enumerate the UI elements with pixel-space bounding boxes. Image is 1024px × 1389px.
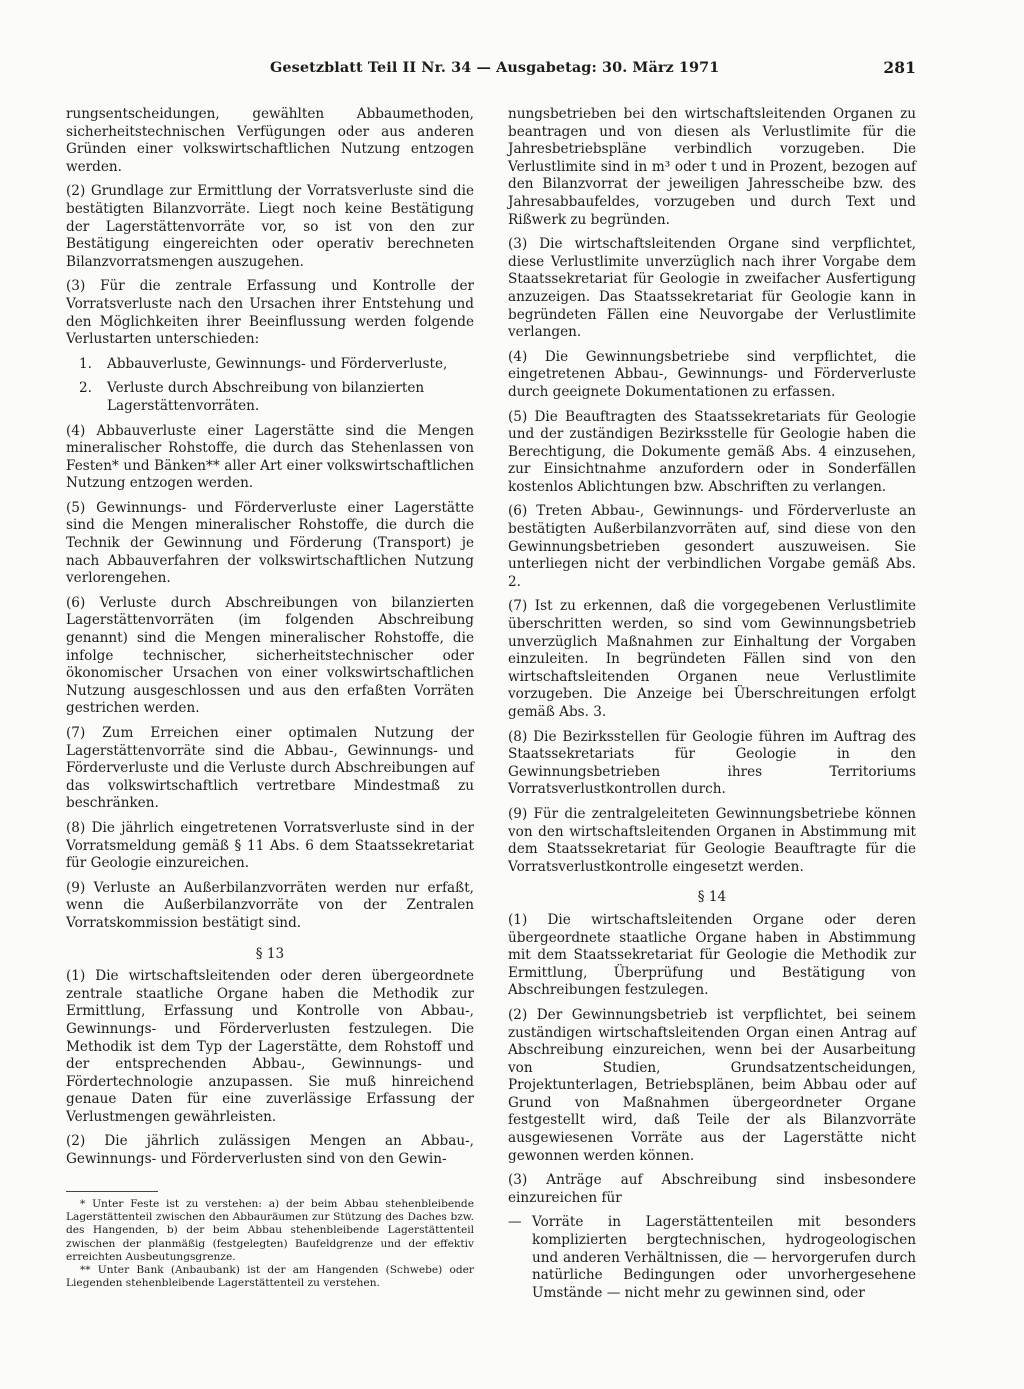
- paragraph: (1) Die wirtschaftsleitenden oder deren übergeordnete zentrale staatliche Organe haben die Methodik zur Ermittlung, Erfassung und Kontrolle von Abbau-, Gewinnungs- und Förderverlusten festzulegen. Die Methodik ist dem Typ der Lagerstätte, dem Rohstoff und der entsprechenden Abbau-, Gewinnungs- und Fördertechnologie anzupassen. Sie muß hinreichend genaue Daten für eine zuverlässige Erfassung der Verlustmengen gewährleisten.: [66, 968, 474, 1125]
- right-column: [508, 106, 916, 1302]
- paragraph: (2) Der Gewinnungsbetrieb ist verpflichtet, bei seinem zuständigen wirtschaftsleitenden Organ einen Antrag auf Abschreibung einzureichen, wenn bei der Ausarbeitung von Studien, Grundsatzentscheidungen, Projektunterlagen, Betriebsplänen, beim Abbau oder auf Grund von Maßnahmen übergeordneter Organe festgestellt wird, daß Teile der als Bilanzvorräte ausgewiesenen Vorräte aus der Lagerstätte nicht gewonnen werden können.: [508, 1006, 916, 1164]
- dash-list-item: [508, 1214, 916, 1302]
- paragraph: (7) Zum Erreichen einer optimalen Nutzung der Lagerstättenvorräte sind die Abbau-, Gewinnungs- und Förderverluste und die Verluste durch Abschreibungen auf das volkswirtschaftlich vertretbare Mindestmaß zu beschränken.: [66, 725, 474, 812]
- paragraph: (4) Die Gewinnungsbetriebe sind verpflichtet, die eingetretenen Abbau-, Gewinnungs- und Förderverluste durch geeignete Dokumentationen zu erfassen.: [508, 348, 916, 400]
- page-number: 281: [883, 58, 916, 77]
- page-header: [66, 56, 916, 80]
- paragraph: (4) Abbauverluste einer Lagerstätte sind die Mengen mineralischer Rohstoffe, die durch das Stehenlassen von Festen* und Bänken** aller Art einer volkswirtschaftlichen Nutzung entzogen werden.: [66, 422, 474, 492]
- list-number: 1.: [79, 355, 92, 372]
- paragraph: (5) Gewinnungs- und Förderverluste einer Lagerstätte sind die Mengen mineralischer Rohstoffe, die durch die Technik der Gewinnung und Förderung (Transport) je nach Abbauverfahren der volkswirtschaftlichen Nutzung verlorengehen.: [66, 499, 474, 587]
- paragraph: (3) Die wirtschaftsleitenden Organe sind verpflichtet, diese Verlustlimite unverzüglich nach ihrer Vorgabe dem Staatssekretariat für Geologie in zweifacher Ausfertigung anzuzeigen. Das Staatssekretariat für Geologie kann in begründeten Fällen eine Neuvorgabe der Verlustlimite verlangen.: [508, 236, 916, 341]
- list-item: [66, 380, 474, 415]
- dash-text: Vorräte in Lagerstättenteilen mit besonders komplizierten bergtechnischen, hydrogeologischen und anderen Verhältnissen, die — hervorgerufen durch natürliche Bedingungen oder unvorhergesehene Umstände — nicht mehr zu gewinnen sind, oder: [532, 1214, 916, 1301]
- footnote: ** Unter Bank (Anbaubank) ist der am Hangenden (Schwebe) oder Liegenden stehenbleibende Lagerstättenteil zu verstehen.: [66, 1264, 474, 1290]
- paragraph: (1) Die wirtschaftsleitenden Organe oder deren übergeordnete staatliche Organe haben in Abstimmung mit dem Staatssekretariat für Geologie die Methodik zur Ermittlung, Überprüfung und Bestätigung von Abschreibungen festzulegen.: [508, 911, 916, 999]
- paragraph: rungsentscheidungen, gewählten Abbaumethoden, sicherheitstechnischen Verfügungen oder aus anderen Gründen einer volkswirtschaftlichen Nutzung entzogen werden.: [66, 106, 474, 175]
- footnote-divider: [66, 1191, 158, 1192]
- paragraph: (5) Die Beauftragten des Staatssekretariats für Geologie und der zuständigen Bezirksstelle für Geologie haben die Berechtigung, die Dokumente gemäß Abs. 4 einzusehen, zur Einsichtnahme anzufordern oder in Sonderfällen kostenlos Ablichtungen bzw. Abschriften zu verlangen.: [508, 408, 916, 495]
- paragraph: (9) Verluste an Außerbilanzvorräten werden nur erfaßt, wenn die Außerbilanzvorräte von der Zentralen Vorratskommission bestätigt sind.: [66, 879, 474, 931]
- paragraph: (2) Grundlage zur Ermittlung der Vorratsverluste sind die bestätigten Bilanzvorräte. Liegt noch keine Bestätigung der Lagerstättenvorräte vor, so ist von den zur Bestätigung eingereichten oder operativ berechneten Bilanzvorratsmengen auszugehen.: [66, 183, 474, 270]
- list-number: 2.: [79, 380, 92, 397]
- paragraph: (2) Die jährlich zulässigen Mengen an Abbau-, Gewinnungs- und Förderverlusten sind von den Gewin-: [66, 1133, 474, 1168]
- paragraph: (6) Treten Abbau-, Gewinnungs- und Förderverluste an bestätigten Außerbilanzvorräten auf, sind diese von den Gewinnungsbetrieben gesondert auszuweisen. Sie unterliegen nicht der verbindlichen Vorgabe gemäß Abs. 2.: [508, 503, 916, 590]
- section-heading-13: § 13: [255, 945, 285, 962]
- dash-mark: —: [508, 1214, 522, 1231]
- paragraph: (7) Ist zu erkennen, daß die vorgegebenen Verlustlimite überschritten werden, so sind vom Gewinnungsbetrieb unverzüglich Maßnahmen zur Einhaltung der Vorgaben einzuleiten. In begründeten Fällen sind von den wirtschaftsleitenden Organen neue Verlustlimite vorzugeben. Die Anzeige bei Überschreitungen erfolgt gemäß Abs. 3.: [508, 598, 916, 720]
- left-column: [66, 106, 474, 1176]
- paragraph: (3) Für die zentrale Erfassung und Kontrolle der Vorratsverluste nach den Ursachen ihrer Entstehung und den Möglichkeiten ihrer Beeinflussung werden folgende Verlustarten unterschieden:: [66, 278, 474, 348]
- paragraph: (8) Die Bezirksstellen für Geologie führen im Auftrag des Staatssekretariats für Geologie in den Gewinnungsbetrieben ihres Territoriums Vorratsverlustkontrollen durch.: [508, 728, 916, 798]
- list-text: Abbauverluste, Gewinnungs- und Förderverluste,: [107, 355, 448, 372]
- list-item: [66, 356, 474, 374]
- paragraph: (3) Anträge auf Abschreibung sind insbesondere einzureichen für: [508, 1172, 916, 1206]
- footnote: * Unter Feste ist zu verstehen: a) der beim Abbau stehenbleibende Lagerstättenteil zwischen den Abbauräumen zur Stützung des Daches bzw. des Hangenden, b) der beim Abbau stehenbleibende Lagerstättenteil zwischen der planmäßig (festgelegten) Baufeldgrenze und der effektiv erreichten Ausbeutungsgrenze.: [66, 1198, 474, 1263]
- footnotes: [66, 1198, 474, 1290]
- paragraph: (8) Die jährlich eingetretenen Vorratsverluste sind in der Vorratsmeldung gemäß § 11 Abs. 6 dem Staatssekretariat für Geologie einzureichen.: [66, 819, 474, 872]
- header-title: Gesetzblatt Teil II Nr. 34 — Ausgabetag: 30. März 1971: [270, 59, 720, 76]
- paragraph: nungsbetrieben bei den wirtschaftsleitenden Organen zu beantragen und von diesen als Verlustlimite für die Jahresbetriebspläne verbindlich vorzugeben. Die Verlustlimite sind in m³ oder t und in Prozent, bezogen auf den Bilanzvorrat der jeweiligen Jahresscheibe bzw. des Jahresabbaufeldes, vorzugeben und durch Text und Rißwerk zu begründen.: [508, 106, 916, 228]
- paragraph: (6) Verluste durch Abschreibungen von bilanzierten Lagerstättenvorräten (im folgenden Abschreibung genannt) sind die Mengen mineralischer Rohstoffe, die infolge technischer, sicherheitstechnischer oder ökonomischer Ursachen von einer volkswirtschaftlichen Nutzung ausgeschlossen und aus den erfaßten Vorräten gestrichen werden.: [66, 594, 474, 717]
- paragraph: (9) Für die zentralgeleiteten Gewinnungsbetriebe können von den wirtschaftsleitenden Organen in Abstimmung mit dem Staatssekretariat für Geologie Beauftragte für die Vorratsverlustkontrolle eingesetzt werden.: [508, 805, 916, 875]
- section-heading-14: § 14: [697, 889, 727, 906]
- list-text: Verluste durch Abschreibung von bilanzierten Lagerstättenvorräten.: [107, 380, 425, 414]
